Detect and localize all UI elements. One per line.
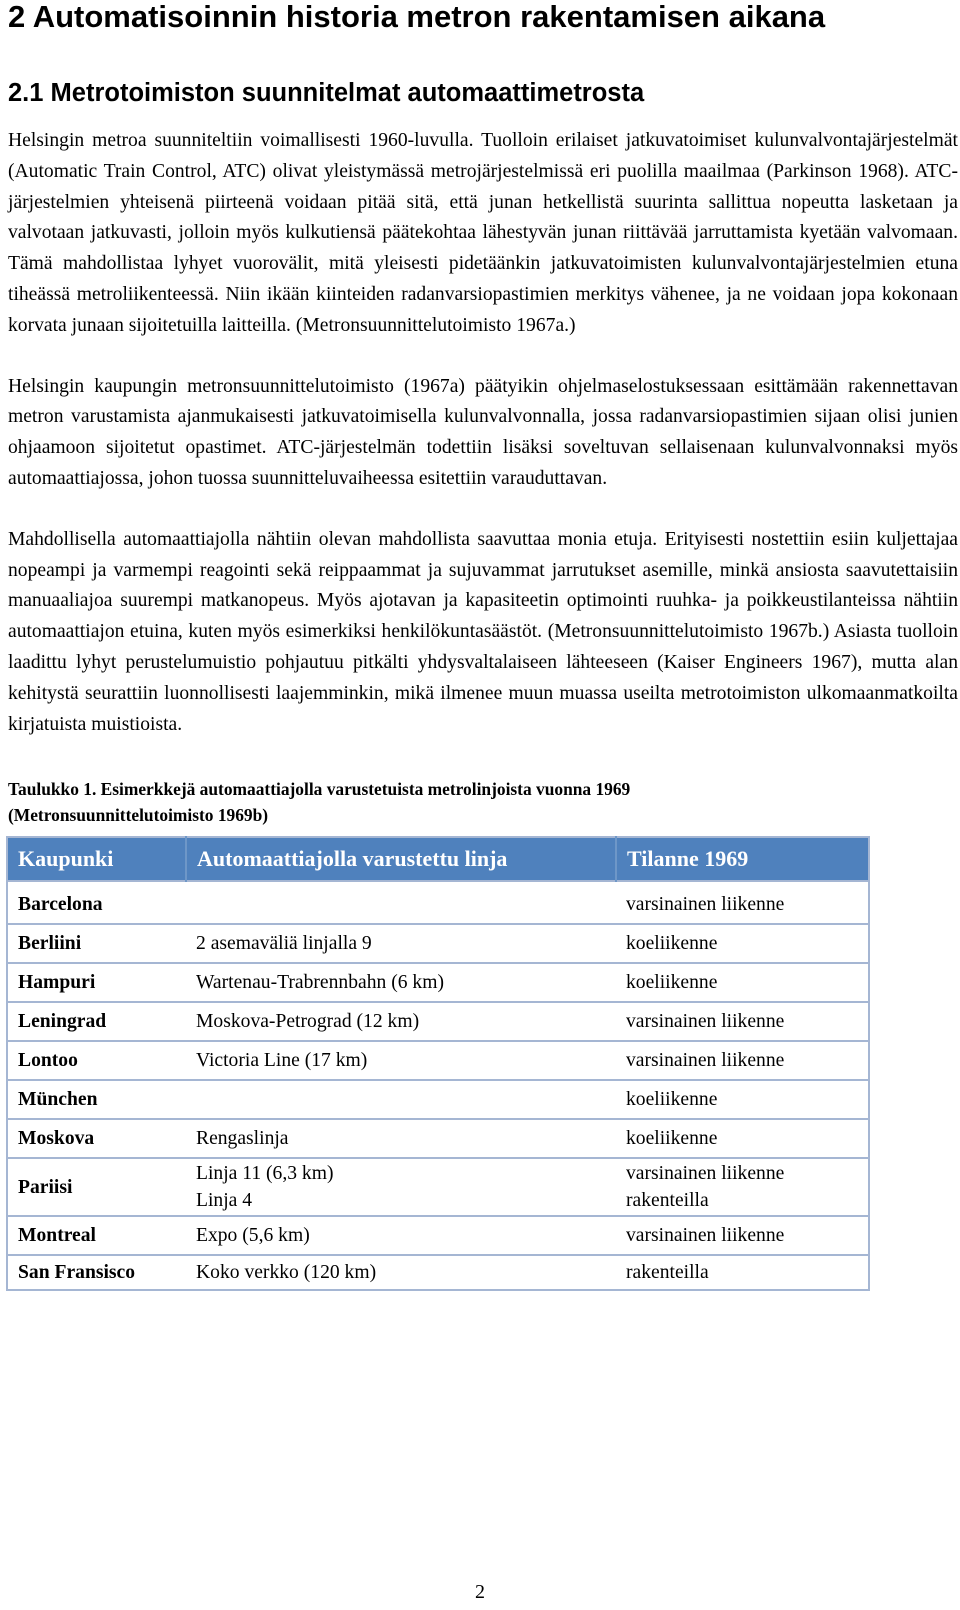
cell-city: Lontoo <box>7 1041 186 1080</box>
cell-status: koeliikenne <box>616 1119 869 1158</box>
table-row <box>7 881 869 924</box>
table-caption <box>8 776 958 828</box>
cell-status: rakenteilla <box>616 1255 869 1290</box>
cell-status: varsinainen liikenne <box>616 881 869 924</box>
cell-city: München <box>7 1080 186 1119</box>
header-status: Tilanne 1969 <box>616 837 869 881</box>
table-row <box>7 1158 869 1216</box>
cell-line: Victoria Line (17 km) <box>186 1041 616 1080</box>
cell-status: varsinainen liikenne <box>616 1216 869 1255</box>
cell-line: Expo (5,6 km) <box>186 1216 616 1255</box>
header-city: Kaupunki <box>7 837 186 881</box>
table-row <box>7 924 869 963</box>
paragraph-3: Mahdollisella automaattiajolla nähtiin olevan mahdollista saavuttaa monia etuja. Erityisesti nostettiin esiin kuljettajaa nopeampi ja varmempi reagointi sekä reippaammat ja sujuvammat jarrutukset asemille, minkä ansiosta saavutettaisiin manuaaliajoa suurempi matkanopeus. Myös ajotavan ja kapasiteetin optimointi ruuhka- ja poikkeustilanteissa nähtiin automaattiajon etuina, kuten myös esimerkiksi henkilökuntasäästöt. (Metronsuunnittelutoimisto 1967b.) Asiasta tuolloin laadittu lyhyt perustelumuistio pohjautuu pitkälti yhdysvaltalaiseen lähteeseen (Kaiser Engineers 1967), mutta alan kehitystä seurattiin luonnollisesti laajemminkin, mikä ilmenee muun muassa useilta metrotoimiston ulkomaanmatkoilta kirjatuista muistioista. <box>8 528 958 735</box>
cell-status-entry: varsinainen liikenne <box>626 1163 785 1185</box>
cell-line-entry: Linja 11 (6,3 km) <box>196 1163 334 1185</box>
header-line: Automaattiajolla varustettu linja <box>186 837 616 881</box>
cell-line <box>186 1080 616 1119</box>
table-caption-line1: Taulukko 1. Esimerkkejä automaattiajolla varustetuista metrolinjoista vuonna 1969 <box>8 779 631 800</box>
table-row <box>7 963 869 1002</box>
table-caption-line2: (Metronsuunnittelutoimisto 1969b) <box>8 805 269 826</box>
table-row <box>7 1119 869 1158</box>
metro-lines-table <box>6 836 870 1291</box>
cell-line: Moskova-Petrograd (12 km) <box>186 1002 616 1041</box>
cell-city: Berliini <box>7 924 186 963</box>
cell-line: Rengaslinja <box>186 1119 616 1158</box>
paragraph-1: Helsingin metroa suunniteltiin voimallisesti 1960-luvulla. Tuolloin erilaiset jatkuvatoimiset kulunvalvontajärjestelmät (Automatic Train Control, ATC) olivat yleistymässä metrojärjestelmissä eri puolilla maailmaa (Parkinson 1968). ATC-järjestelmien yhteisenä piirteenä voidaan pitää sitä, että junan hetkellistä suurinta sallittua nopeutta lasketaan ja valvotaan jatkuvasti, jolloin myös kulkutiensä päätekohtaa lähestyvän junan riittävää jarruttamista kyetään valvomaan. Tämä mahdollistaa lyhyet vuorovälit, mitä yleisesti pidetäänkin jatkuvatoimisten kulunvalvontajärjestelmien etuna tiheässä metroliikenteessä. Niin ikään kiinteiden radanvarsiopastimien merkitys vähenee, ja ne voidaan jopa kokonaan korvata junaan sijoitetuilla laitteilla. (Metronsuunnittelutoimisto 1967a.) <box>8 130 958 336</box>
cell-city: Montreal <box>7 1216 186 1255</box>
cell-line: Wartenau-Trabrennbahn (6 km) <box>186 963 616 1002</box>
cell-line: Koko verkko (120 km) <box>186 1255 616 1290</box>
section-heading: 2 Automatisoinnin historia metron rakentamisen aikana <box>8 0 826 34</box>
cell-city: Moskova <box>7 1119 186 1158</box>
table-row <box>7 1216 869 1255</box>
cell-city: Pariisi <box>7 1158 186 1216</box>
table-row <box>7 1002 869 1041</box>
table-row <box>7 1041 869 1080</box>
document-page <box>8 0 958 1291</box>
table-row <box>7 1080 869 1119</box>
cell-status: varsinainen liikenne <box>616 1041 869 1080</box>
cell-status <box>616 1158 869 1216</box>
cell-line-entry: Linja 4 <box>196 1190 253 1212</box>
page-number: 2 <box>475 1581 485 1603</box>
cell-status: varsinainen liikenne <box>616 1002 869 1041</box>
table-row <box>7 1255 869 1290</box>
cell-status-entry: rakenteilla <box>626 1190 709 1212</box>
cell-status: koeliikenne <box>616 963 869 1002</box>
cell-city: Barcelona <box>7 881 186 924</box>
cell-line <box>186 881 616 924</box>
cell-line <box>186 1158 616 1216</box>
cell-city: San Fransisco <box>7 1255 186 1290</box>
cell-status: koeliikenne <box>616 1080 869 1119</box>
cell-line: 2 asemaväliä linjalla 9 <box>186 924 616 963</box>
paragraph-2: Helsingin kaupungin metronsuunnittelutoimisto (1967a) päätyikin ohjelmaselostuksessaan esittämään rakennettavan metron varustamista ajanmukaisesti jatkuvatoimisella kulunvalvonnalla, jossa radanvarsiopastimien sijaan olisi junien ohjaamoon sijoitetut opastimet. ATC-järjestelmän todettiin lisäksi soveltuvan sellaisenaan kulunvalvonnaksi myös automaattiajossa, johon tuossa suunnitteluvaiheessa esitettiin varauduttavan. <box>8 375 958 489</box>
subsection-heading: 2.1 Metrotoimiston suunnitelmat automaattimetrosta <box>8 79 645 107</box>
cell-status: koeliikenne <box>616 924 869 963</box>
table-header-row <box>7 837 869 881</box>
cell-city: Hampuri <box>7 963 186 1002</box>
cell-city: Leningrad <box>7 1002 186 1041</box>
